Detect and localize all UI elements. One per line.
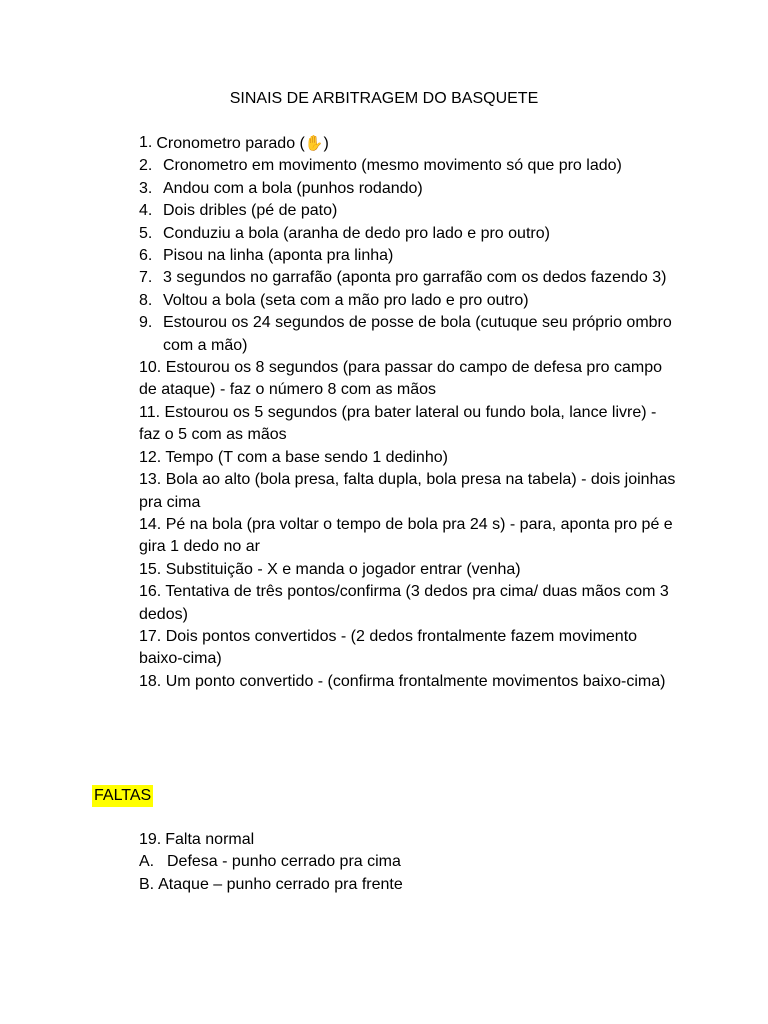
item-text: Estourou os 5 segundos (pra bater lateral ou fundo bola, lance livre) - faz o 5 com as mãos	[139, 403, 657, 444]
item-number: 19.	[139, 831, 162, 848]
list-item	[139, 132, 679, 155]
item-number: 17.	[139, 627, 162, 645]
item-text: Conduziu a bola (aranha de dedo pro lado e pro outro)	[163, 224, 550, 242]
list-item	[139, 357, 679, 402]
item-number: 18.	[139, 672, 162, 690]
item-number: 15.	[139, 560, 162, 578]
list-item	[139, 671, 679, 693]
item-text: 3 segundos no garrafão (aponta pro garrafão com os dedos fazendo 3)	[163, 269, 667, 287]
list-item	[139, 245, 679, 267]
item-number: 9.	[139, 314, 153, 332]
item-text: Dois dribles (pé de pato)	[163, 202, 338, 220]
item-text: Dois pontos convertidos - (2 dedos frontalmente fazem movimento baixo-cima)	[139, 627, 638, 668]
item-number: 3.	[139, 179, 153, 197]
list-item	[139, 402, 679, 447]
faltas-list	[139, 829, 679, 896]
list-item	[139, 290, 679, 312]
signals-list	[139, 132, 679, 693]
list-item	[139, 514, 679, 559]
list-item	[139, 626, 679, 671]
list-item	[139, 581, 679, 626]
list-item	[139, 312, 679, 357]
list-item	[139, 874, 679, 896]
item-number: 11.	[139, 403, 161, 421]
item-text: Tempo (T com a base sendo 1 dedinho)	[165, 448, 448, 466]
item-number: 12.	[139, 448, 162, 466]
list-item	[139, 469, 679, 514]
item-number: 6.	[139, 247, 153, 265]
list-item	[139, 223, 679, 245]
item-letter: A.	[139, 853, 155, 871]
item-text: Pisou na linha (aponta pra linha)	[163, 247, 394, 265]
raised-hand-icon: ✋	[304, 134, 324, 152]
item-text: Ataque – punho cerrado pra frente	[158, 875, 403, 893]
list-item	[139, 851, 679, 873]
item-number: 5.	[139, 224, 153, 242]
item-number: 2.	[139, 157, 153, 175]
item-letter: B.	[139, 875, 155, 893]
item-number: 14.	[139, 515, 162, 533]
item-text: Cronometro em movimento (mesmo movimento só que pro lado)	[163, 157, 622, 175]
list-item	[139, 447, 679, 469]
item-text: Estourou os 8 segundos (para passar do campo de defesa pro campo de ataque) - faz o número 8 com as mãos	[139, 359, 663, 399]
list-item	[139, 200, 679, 222]
item-text: Tentativa de três pontos/confirma (3 dedos pra cima/ duas mãos com 3 dedos)	[139, 583, 669, 623]
list-item	[139, 155, 679, 177]
list-item	[139, 178, 679, 200]
item-text: Andou com a bola (punhos rodando)	[163, 179, 423, 197]
faltas-heading: FALTAS	[92, 785, 153, 807]
item-text: Defesa - punho cerrado pra cima	[167, 853, 401, 871]
list-item	[139, 267, 679, 289]
item-number: 13.	[139, 471, 162, 489]
item-text: Estourou os 24 segundos de posse de bola (cutuque seu próprio ombro com a mão)	[163, 314, 672, 354]
item-number: 4.	[139, 202, 153, 220]
list-item	[139, 829, 679, 851]
item-text: Substituição - X e manda o jogador entrar (venha)	[165, 560, 521, 578]
item-number: 16.	[139, 583, 162, 601]
item-number: 7.	[139, 269, 153, 287]
item-text: Um ponto convertido - (confirma frontalmente movimentos baixo-cima)	[165, 672, 666, 690]
item-number: 8.	[139, 291, 153, 309]
item-text: Voltou a bola (seta com a mão pro lado e pro outro)	[163, 291, 529, 309]
item-number: 1.	[139, 134, 153, 151]
item-text: Cronometro parado (✋)	[156, 134, 329, 152]
list-item	[139, 559, 679, 581]
document-title: SINAIS DE ARBITRAGEM DO BASQUETE	[229, 90, 539, 107]
item-text: Falta normal	[165, 831, 255, 848]
item-text: Bola ao alto (bola presa, falta dupla, bola presa na tabela) - dois joinhas pra cima	[139, 471, 676, 511]
item-number: 10.	[139, 359, 162, 377]
item-text: Pé na bola (pra voltar o tempo de bola pra 24 s) - para, aponta pro pé e gira 1 dedo no ar	[139, 515, 673, 556]
